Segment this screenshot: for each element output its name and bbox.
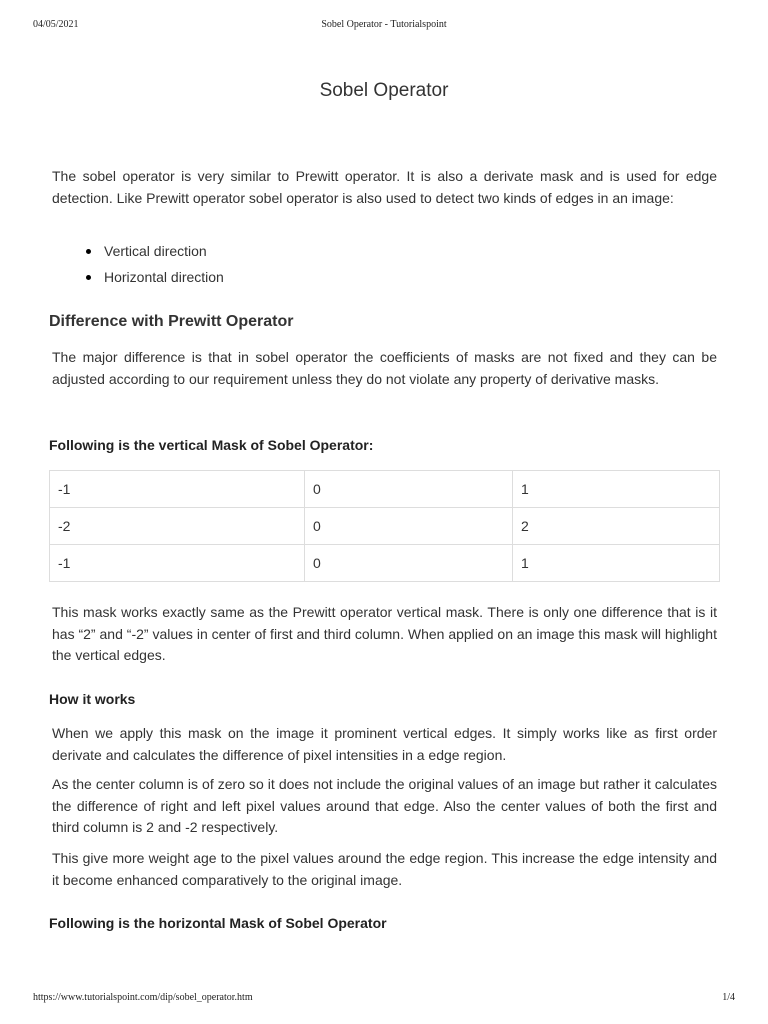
table-cell: 1 — [513, 545, 720, 582]
bullet-icon — [86, 249, 91, 254]
table-cell: -1 — [50, 471, 305, 508]
how-it-works-paragraph-1: When we apply this mask on the image it prominent vertical edges. It simply works like as first order derivate and calculates the difference of pixel intensities in a edge region. — [52, 725, 717, 763]
page-number: 1/4 — [722, 992, 735, 1003]
table-cell: 0 — [305, 471, 513, 508]
list-item — [52, 240, 224, 266]
table-row — [50, 471, 720, 508]
article-title: Sobel Operator — [319, 80, 449, 101]
table-cell: 0 — [305, 508, 513, 545]
difference-heading: Difference with Prewitt Operator — [49, 313, 294, 330]
mask-description-paragraph: This mask works exactly same as the Prewitt operator vertical mask. There is only one difference that is it has “2” and “-2” values in center of first and third column. When applied on an image this mask will highlight the vertical edges. — [52, 604, 717, 663]
intro-paragraph: The sobel operator is very similar to Prewitt operator. It is also a derivate mask and is used for edge detection. Like Prewitt operator sobel operator is also used to detect two kinds of edges in an image: — [52, 168, 717, 206]
print-header — [33, 19, 735, 33]
difference-paragraph: The major difference is that in sobel operator the coefficients of masks are not fixed and they can be adjusted according to our requirement unless they do not violate any property of derivative masks. — [52, 349, 717, 387]
print-date: 04/05/2021 — [33, 19, 79, 30]
table-cell: 0 — [305, 545, 513, 582]
table-cell: 1 — [513, 471, 720, 508]
table-row — [50, 508, 720, 545]
vertical-mask-table — [49, 470, 720, 582]
list-item-label: Horizontal direction — [104, 269, 224, 285]
horizontal-mask-heading: Following is the horizontal Mask of Sobel Operator — [49, 915, 387, 931]
table-cell: -2 — [50, 508, 305, 545]
table-cell: -1 — [50, 545, 305, 582]
list-item-label: Vertical direction — [104, 243, 207, 259]
table-row — [50, 545, 720, 582]
vertical-mask-heading: Following is the vertical Mask of Sobel Operator: — [49, 437, 374, 453]
print-footer — [33, 992, 735, 1006]
list-item — [52, 266, 224, 292]
table-cell: 2 — [513, 508, 720, 545]
edge-direction-list — [52, 240, 224, 292]
how-it-works-paragraph-2: As the center column is of zero so it does not include the original values of an image but rather it calculates the difference of right and left pixel values around that edge. Also the center values of both the first and third column is 2 and -2 respectively. — [52, 776, 717, 835]
how-it-works-heading: How it works — [49, 691, 136, 707]
print-page-title: Sobel Operator - Tutorialspoint — [321, 19, 447, 30]
how-it-works-paragraph-3: This give more weight age to the pixel values around the edge region. This increase the edge intensity and it become enhanced comparatively to the original image. — [52, 850, 717, 888]
bullet-icon — [86, 275, 91, 280]
print-url: https://www.tutorialspoint.com/dip/sobel_operator.htm — [33, 992, 253, 1003]
